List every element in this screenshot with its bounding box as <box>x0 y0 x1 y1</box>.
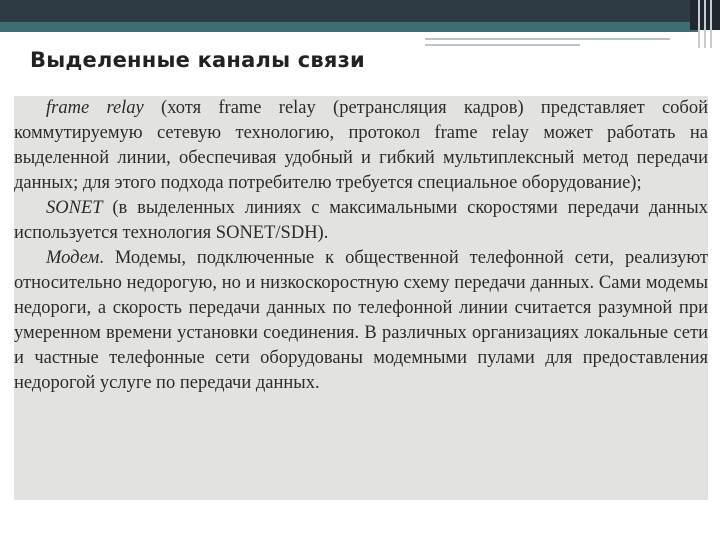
paragraph-text: (хотя frame relay (ретрансляция кадров) представляет собой коммутируемую сетевую технологию, протокол frame relay может работать на выделенной линии, обеспечивая удобный и гибкий мультиплексный метод передачи данных; для этого подхода потребителю требуется специальное оборудование); <box>14 98 708 193</box>
scanned-text-block <box>14 96 708 500</box>
paragraph-modem <box>14 246 708 396</box>
paragraph-lead: Модем <box>46 248 100 268</box>
paragraph-frame-relay <box>14 96 708 196</box>
paragraph-text: . Модемы, подключенные к общественной телефонной сети, реализуют относительно недорогую, но и низкоскоростную схему передачи данных. Сами модемы недороги, а скорость передачи данных по телефонной линии считается разумной при умеренном времени установки соединения. В различных организациях локальные сети и частные телефонные сети оборудованы модемными пулами для предоставления недорогой услуге по передачи данных. <box>14 248 708 393</box>
paragraph-sonet <box>14 196 708 246</box>
paragraph-lead: SONET <box>46 198 103 218</box>
slide-title: Выделенные каналы связи <box>30 48 365 72</box>
corner-decoration <box>696 0 720 48</box>
paragraph-text: (в выделенных линиях с максимальными скоростями передачи данных используется технология SONET/SDH). <box>14 198 708 243</box>
header-accent-stripe <box>0 22 700 32</box>
paragraph-lead: frame relay <box>46 98 144 118</box>
decorative-rule <box>425 44 580 46</box>
decorative-rule <box>425 38 670 40</box>
